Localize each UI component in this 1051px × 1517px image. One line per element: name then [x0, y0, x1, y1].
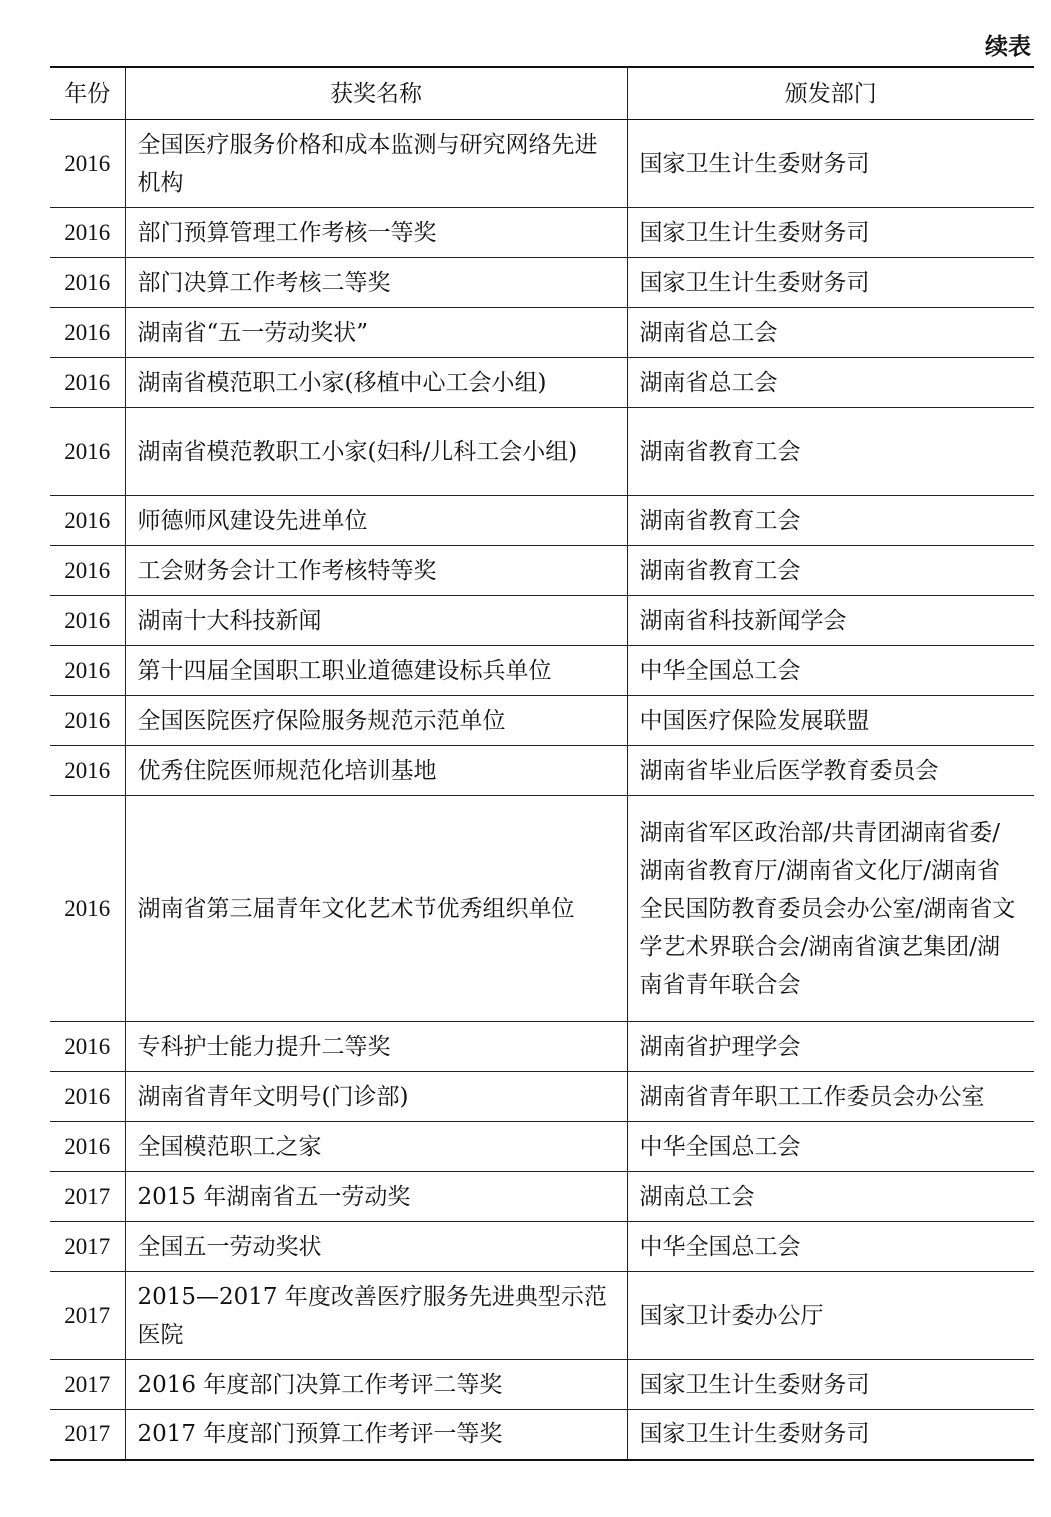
table-row — [50, 358, 1034, 408]
cell-award-name: 优秀住院医师规范化培训基地 — [125, 746, 627, 796]
table-row — [50, 308, 1034, 358]
cell-department: 国家卫生计生委财务司 — [627, 208, 1034, 258]
cell-year: 2016 — [50, 1122, 125, 1172]
cell-department: 湖南省总工会 — [627, 358, 1034, 408]
cell-year: 2016 — [50, 796, 125, 1022]
cell-year: 2017 — [50, 1172, 125, 1222]
cell-award-name: 2015—2017 年度改善医疗服务先进典型示范医院 — [125, 1272, 627, 1360]
table-row — [50, 496, 1034, 546]
cell-department: 湖南省教育工会 — [627, 496, 1034, 546]
cell-department: 国家卫生计生委财务司 — [627, 120, 1034, 208]
table-row — [50, 120, 1034, 208]
cell-year: 2016 — [50, 1022, 125, 1072]
cell-year: 2016 — [50, 208, 125, 258]
cell-award-name: 湖南省“五一劳动奖状” — [125, 308, 627, 358]
cell-award-name: 2017 年度部门预算工作考评一等奖 — [125, 1410, 627, 1460]
cell-award-name: 湖南省青年文明号(门诊部) — [125, 1072, 627, 1122]
cell-department: 湖南省毕业后医学教育委员会 — [627, 746, 1034, 796]
table-row — [50, 1072, 1034, 1122]
cell-department: 湖南省总工会 — [627, 308, 1034, 358]
cell-year: 2016 — [50, 746, 125, 796]
cell-department: 国家卫生计生委财务司 — [627, 1410, 1034, 1460]
table-row — [50, 646, 1034, 696]
table-row — [50, 1022, 1034, 1072]
cell-year: 2016 — [50, 120, 125, 208]
cell-department: 中国医疗保险发展联盟 — [627, 696, 1034, 746]
table-header-row — [50, 67, 1034, 120]
cell-award-name: 部门决算工作考核二等奖 — [125, 258, 627, 308]
cell-year: 2017 — [50, 1360, 125, 1410]
table-row — [50, 546, 1034, 596]
cell-year: 2016 — [50, 358, 125, 408]
table-row — [50, 1122, 1034, 1172]
cell-award-name: 师德师风建设先进单位 — [125, 496, 627, 546]
cell-year: 2016 — [50, 408, 125, 496]
cell-department: 湖南省青年职工工作委员会办公室 — [627, 1072, 1034, 1122]
cell-department: 国家卫生计生委财务司 — [627, 1360, 1034, 1410]
cell-department: 湖南省军区政治部/共青团湖南省委/湖南省教育厅/湖南省文化厅/湖南省全民国防教育委员会办公室/湖南省文学艺术界联合会/湖南省演艺集团/湖南省青年联合会 — [627, 796, 1034, 1022]
cell-award-name: 湖南省模范教职工小家(妇科/儿科工会小组) — [125, 408, 627, 496]
cell-award-name: 全国五一劳动奖状 — [125, 1222, 627, 1272]
cell-department: 中华全国总工会 — [627, 1122, 1034, 1172]
cell-award-name: 第十四届全国职工职业道德建设标兵单位 — [125, 646, 627, 696]
cell-department: 中华全国总工会 — [627, 646, 1034, 696]
table-row — [50, 696, 1034, 746]
table-row — [50, 796, 1034, 1022]
cell-year: 2017 — [50, 1222, 125, 1272]
cell-department: 中华全国总工会 — [627, 1222, 1034, 1272]
continued-label: 续表 — [985, 34, 1031, 60]
cell-department: 国家卫生计生委财务司 — [627, 258, 1034, 308]
cell-department: 湖南省护理学会 — [627, 1022, 1034, 1072]
cell-award-name: 2015 年湖南省五一劳动奖 — [125, 1172, 627, 1222]
cell-department: 湖南省科技新闻学会 — [627, 596, 1034, 646]
cell-award-name: 全国模范职工之家 — [125, 1122, 627, 1172]
cell-year: 2016 — [50, 646, 125, 696]
cell-award-name: 全国医疗服务价格和成本监测与研究网络先进机构 — [125, 120, 627, 208]
cell-award-name: 湖南省第三届青年文化艺术节优秀组织单位 — [125, 796, 627, 1022]
cell-award-name: 湖南十大科技新闻 — [125, 596, 627, 646]
table-row — [50, 258, 1034, 308]
cell-year: 2016 — [50, 1072, 125, 1122]
cell-department: 湖南省教育工会 — [627, 408, 1034, 496]
table-row — [50, 1222, 1034, 1272]
table-row — [50, 1172, 1034, 1222]
cell-year: 2016 — [50, 546, 125, 596]
awards-table — [50, 66, 1034, 1461]
table-row — [50, 1410, 1034, 1460]
table-row — [50, 1360, 1034, 1410]
cell-award-name: 工会财务会计工作考核特等奖 — [125, 546, 627, 596]
cell-department: 国家卫计委办公厅 — [627, 1272, 1034, 1360]
cell-award-name: 全国医院医疗保险服务规范示范单位 — [125, 696, 627, 746]
table-row — [50, 1272, 1034, 1360]
cell-year: 2016 — [50, 258, 125, 308]
cell-year: 2016 — [50, 308, 125, 358]
header-year: 年份 — [50, 67, 125, 120]
header-department: 颁发部门 — [627, 67, 1034, 120]
table-row — [50, 596, 1034, 646]
cell-department: 湖南省教育工会 — [627, 546, 1034, 596]
table-row — [50, 746, 1034, 796]
table-row — [50, 208, 1034, 258]
cell-award-name: 部门预算管理工作考核一等奖 — [125, 208, 627, 258]
cell-award-name: 湖南省模范职工小家(移植中心工会小组) — [125, 358, 627, 408]
cell-year: 2016 — [50, 496, 125, 546]
table-row — [50, 408, 1034, 496]
cell-award-name: 专科护士能力提升二等奖 — [125, 1022, 627, 1072]
cell-award-name: 2016 年度部门决算工作考评二等奖 — [125, 1360, 627, 1410]
cell-year: 2016 — [50, 596, 125, 646]
cell-year: 2017 — [50, 1272, 125, 1360]
cell-department: 湖南总工会 — [627, 1172, 1034, 1222]
cell-year: 2017 — [50, 1410, 125, 1460]
header-award-name: 获奖名称 — [125, 67, 627, 120]
cell-year: 2016 — [50, 696, 125, 746]
